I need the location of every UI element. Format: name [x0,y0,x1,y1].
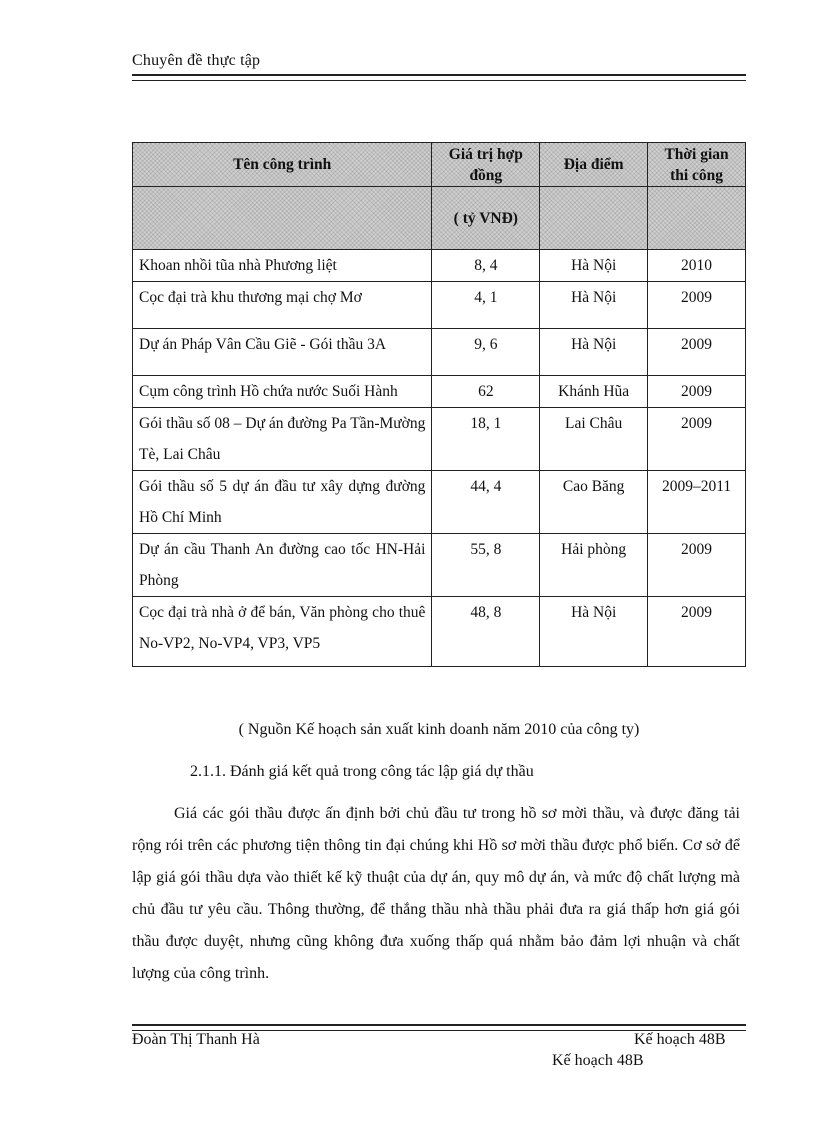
location-cell: Hà Nội [540,282,648,329]
footer-author: Đoàn Thị Thanh Hà [132,1031,260,1048]
project-name-cell: Khoan nhồi tũa nhà Phương liệt [133,250,432,282]
location-cell: Hà Nội [540,597,648,667]
table-row [133,282,746,329]
table-row [133,408,746,471]
column-header-time: Thời gian thi công [648,143,746,187]
time-cell: 2009 [648,282,746,329]
time-cell: 2009–2011 [648,471,746,534]
column-header-time-blank [648,187,746,250]
table-row [133,376,746,408]
project-name-cell: Cọc đại trà khu thương mại chợ Mơ [133,282,432,329]
project-name-cell: Cọc đại trà nhà ở để bán, Văn phòng cho thuê No-VP2, No-VP4, VP3, VP5 [133,597,432,667]
projects-table [132,142,746,667]
time-cell: 2009 [648,597,746,667]
page-header-title: Chuyên đề thực tập [132,52,261,69]
table-source-note: ( Nguồn Kế hoạch sản xuất kinh doanh năm 2010 của công ty) [238,721,640,738]
footer-divider [132,1024,746,1031]
table-header-row [133,143,746,187]
project-name-cell: Cụm công trình Hồ chứa nước Suối Hành [133,376,432,408]
location-cell: Hà Nội [540,250,648,282]
column-header-value: Giá trị hợp đồng [432,143,540,187]
contract-value-cell: 62 [432,376,540,408]
time-cell: 2009 [648,376,746,408]
location-cell: Cao Băng [540,471,648,534]
contract-value-cell: 55, 8 [432,534,540,597]
column-header-name: Tên công trình [133,143,432,187]
column-header-location: Địa điểm [540,143,648,187]
table-row [133,250,746,282]
location-cell: Hà Nội [540,329,648,376]
body-paragraph: Giá các gói thầu được ấn định bởi chủ đầu tư trong hồ sơ mời thầu, và được đăng tải rộng rói trên các phương tiện thông tin đại chúng khi Hồ sơ mời thầu được phổ biến. Cơ sở để lập giá gói thầu dựa vào thiết kế kỹ thuật của dự án, quy mô dự án, và mức độ chất lượng mà chủ đầu tư yêu cầu. Thông thường, để thắng thầu nhà thầu phải đưa ra giá thấp hơn giá gói thầu được duyệt, nhưng cũng không đưa xuống thấp quá nhằm bảo đảm lợi nhuận và chất lượng của công trình. [132,805,740,982]
contract-value-cell: 18, 1 [432,408,540,471]
location-cell: Hải phòng [540,534,648,597]
table-row [133,534,746,597]
project-name-cell: Dự án Pháp Vân Cầu Giẽ - Gói thầu 3A [133,329,432,376]
table-header-unit-row [133,187,746,250]
time-cell: 2009 [648,408,746,471]
column-header-unit: ( tỷ VNĐ) [432,187,540,250]
time-cell: 2009 [648,534,746,597]
table-row [133,329,746,376]
location-cell: Khánh Hũa [540,376,648,408]
contract-value-cell: 48, 8 [432,597,540,667]
contract-value-cell: 44, 4 [432,471,540,534]
footer-class-label: Kế hoạch 48B [634,1031,726,1048]
contract-value-cell: 9, 6 [432,329,540,376]
table-row [133,597,746,667]
project-name-cell: Dự án cầu Thanh An đường cao tốc HN-Hải Phòng [133,534,432,597]
contract-value-cell: 8, 4 [432,250,540,282]
section-heading: 2.1.1. Đánh giá kết quả trong công tác lập giá dự thầu [190,763,534,780]
project-name-cell: Gói thầu số 5 dự án đầu tư xây dựng đường Hồ Chí Minh [133,471,432,534]
time-cell: 2009 [648,329,746,376]
table-row [133,471,746,534]
location-cell: Lai Châu [540,408,648,471]
time-cell: 2010 [648,250,746,282]
header-divider [132,74,746,81]
column-header-location-blank [540,187,648,250]
footer-class-label-repeat: Kế hoạch 48B [552,1052,644,1069]
project-name-cell: Gói thầu số 08 – Dự án đường Pa Tần-Mường Tè, Lai Châu [133,408,432,471]
column-header-name-blank [133,187,432,250]
contract-value-cell: 4, 1 [432,282,540,329]
